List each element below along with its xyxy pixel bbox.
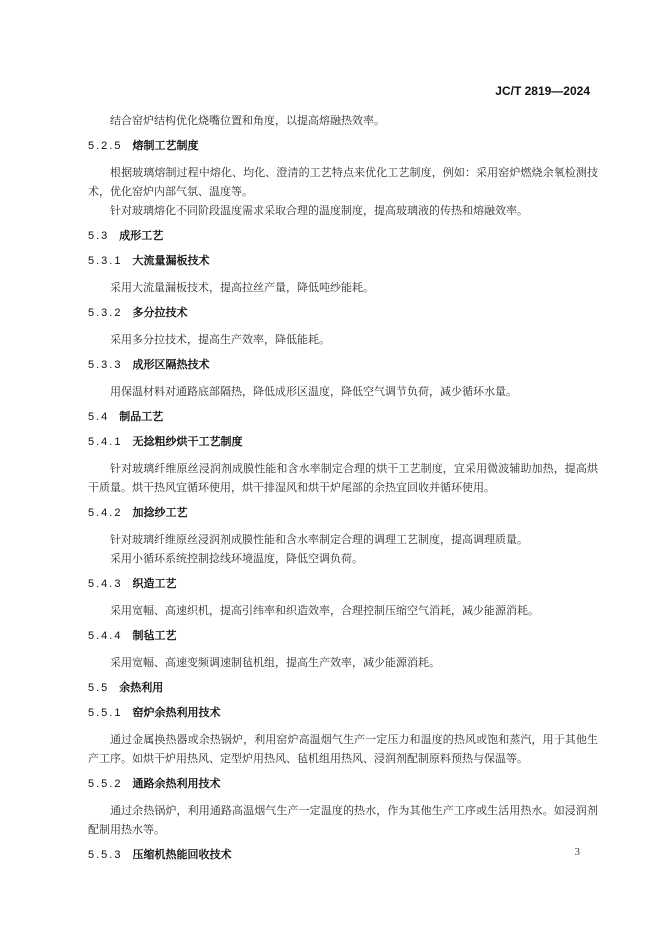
paragraph: 采用宽幅、高速变频调速制毡机组，提高生产效率，减少能源消耗。 bbox=[110, 656, 440, 669]
paragraph: 根据玻璃熔制过程中熔化、均化、澄清的工艺特点来优化工艺制度，例如：采用窑炉燃烧余氧检测技术，优化窑炉内部气氛、温度等。 bbox=[88, 166, 598, 198]
section-number: 5.4.1 bbox=[88, 436, 123, 448]
standard-number: JC/T 2819—2024 bbox=[495, 84, 590, 98]
paragraph: 针对玻璃熔化不同阶段温度需求采取合理的温度制度，提高玻璃液的传热和熔融效率。 bbox=[110, 204, 528, 217]
section-number: 5.3 bbox=[88, 230, 110, 242]
section-number: 5.5 bbox=[88, 682, 110, 694]
section-title: 成形区隔热技术 bbox=[132, 358, 210, 371]
section-heading-5-3-2 bbox=[88, 305, 598, 321]
paragraph: 通过余热锅炉，利用通路高温烟气生产一定温度的热水，作为其他生产工序或生活用热水。如浸润剂配制用热水等。 bbox=[88, 804, 598, 836]
section-heading-5-5-1 bbox=[88, 705, 598, 721]
paragraph: 用保温材料对通路底部隔热，降低成形区温度，降低空气调节负荷，减少循环水量。 bbox=[110, 385, 517, 398]
section-number: 5.5.3 bbox=[88, 849, 123, 861]
section-title: 多分拉技术 bbox=[132, 306, 188, 319]
section-heading-5-4-4 bbox=[88, 628, 598, 644]
section-number: 5.4.2 bbox=[88, 507, 123, 519]
section-title: 制品工艺 bbox=[119, 410, 164, 423]
section-title: 制毡工艺 bbox=[132, 629, 177, 642]
section-number: 5.5.1 bbox=[88, 707, 123, 719]
section-heading-5-4-2 bbox=[88, 505, 598, 521]
section-title: 织造工艺 bbox=[132, 577, 177, 590]
section-number: 5.5.2 bbox=[88, 778, 123, 790]
section-title: 余热利用 bbox=[119, 681, 164, 694]
paragraph: 采用多分拉技术，提高生产效率，降低能耗。 bbox=[110, 333, 330, 346]
section-title: 压缩机热能回收技术 bbox=[132, 848, 232, 861]
section-heading-5-4 bbox=[88, 409, 598, 425]
section-heading-5-4-3 bbox=[88, 576, 598, 592]
paragraph: 采用大流量漏板技术，提高拉丝产量，降低吨纱能耗。 bbox=[110, 281, 374, 294]
paragraph: 采用宽幅、高速织机，提高引纬率和织造效率，合理控制压缩空气消耗，减少能源消耗。 bbox=[110, 604, 539, 617]
section-number: 5.3.3 bbox=[88, 359, 123, 371]
section-number: 5.4.4 bbox=[88, 630, 123, 642]
section-title: 加捻纱工艺 bbox=[132, 506, 188, 519]
section-title: 窑炉余热利用技术 bbox=[132, 706, 221, 719]
section-title: 熔制工艺制度 bbox=[132, 139, 199, 152]
section-heading-5-5 bbox=[88, 680, 598, 696]
section-number: 5.2.5 bbox=[88, 140, 123, 152]
paragraph: 通过金属换热器或余热锅炉，利用窑炉高温烟气生产一定压力和温度的热风或饱和蒸汽，用于其他生产工序。如烘干炉用热风、定型炉用热风、毡机组用热风、浸润剂配制原料预热与保温等。 bbox=[88, 733, 598, 765]
section-number: 5.3.2 bbox=[88, 307, 123, 319]
body-content bbox=[88, 111, 598, 872]
section-title: 无捻粗纱烘干工艺制度 bbox=[132, 435, 243, 448]
section-number: 5.4 bbox=[88, 411, 110, 423]
section-heading-5-5-3 bbox=[88, 847, 598, 863]
section-heading-5-3-3 bbox=[88, 357, 598, 373]
section-heading-5-3 bbox=[88, 228, 598, 244]
section-title: 通路余热利用技术 bbox=[132, 777, 221, 790]
section-heading-5-3-1 bbox=[88, 253, 598, 269]
section-number: 5.3.1 bbox=[88, 255, 123, 267]
paragraph: 针对玻璃纤维原丝浸润剂成膜性能和含水率制定合理的烘干工艺制度，宜采用微波辅助加热，提高烘干质量。烘干热风宜循环使用，烘干排湿风和烘干炉尾部的余热宜回收并循环使用。 bbox=[88, 462, 598, 494]
paragraph: 针对玻璃纤维原丝浸润剂成膜性能和含水率制定合理的调理工艺制度，提高调理质量。 bbox=[110, 533, 528, 546]
section-heading-5-2-5 bbox=[88, 138, 598, 154]
section-title: 成形工艺 bbox=[119, 229, 164, 242]
section-heading-5-4-1 bbox=[88, 434, 598, 450]
page-number: 3 bbox=[574, 846, 580, 858]
paragraph: 采用小循环系统控制捻线环境温度，降低空调负荷。 bbox=[110, 552, 363, 565]
paragraph: 结合窑炉结构优化烧嘴位置和角度，以提高熔融热效率。 bbox=[110, 114, 385, 127]
section-heading-5-5-2 bbox=[88, 776, 598, 792]
section-title: 大流量漏板技术 bbox=[132, 254, 210, 267]
section-number: 5.4.3 bbox=[88, 578, 123, 590]
